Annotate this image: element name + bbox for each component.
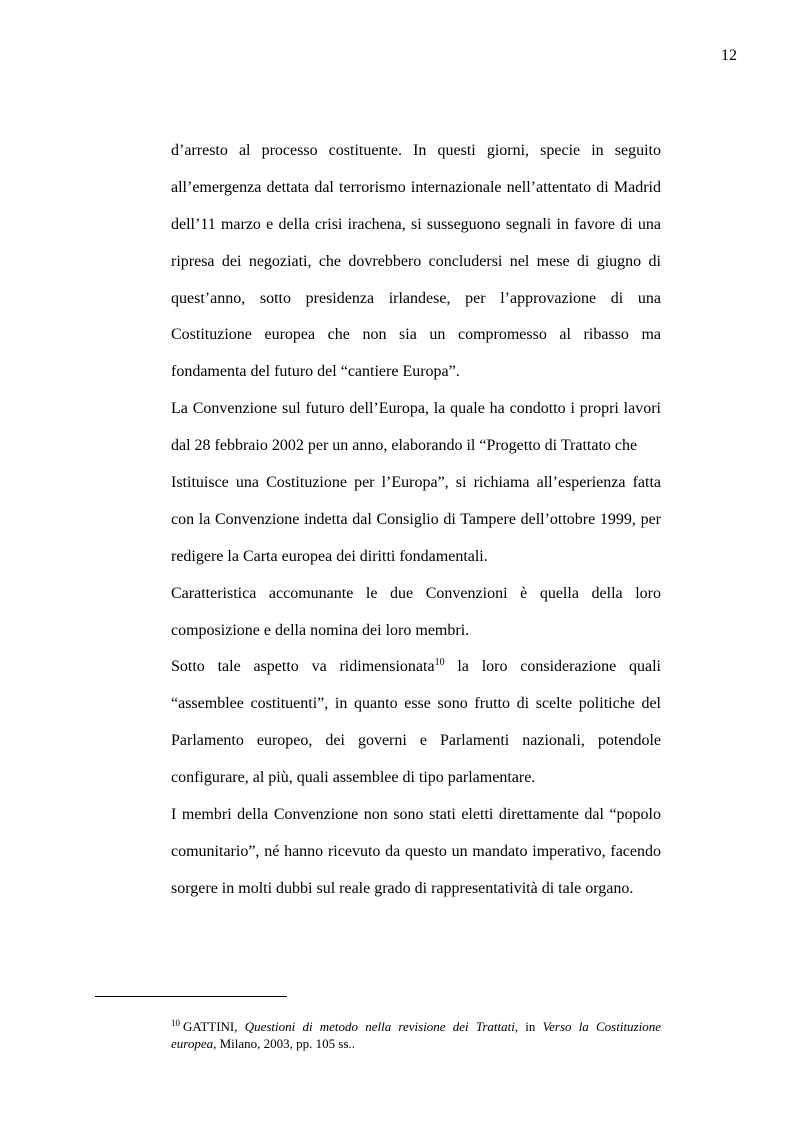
- text-line: dal 28 febbraio 2002 per un anno, elaborando il “Progetto di Trattato che: [171, 437, 638, 455]
- text-line: configurare, al più, quali assemblee di tipo parlamentare.: [171, 769, 536, 787]
- text-fragment: Sotto tale aspetto va ridimensionata: [171, 658, 435, 676]
- text-line: con la Convenzione indetta dal Consiglio di Tampere dell’ottobre 1999, per: [171, 510, 661, 528]
- footnote-author: GATTINI,: [183, 1019, 245, 1034]
- text-line: Caratteristica accomunante le due Convenzioni è quella della loro: [171, 584, 661, 602]
- text-line: I membri della Convenzione non sono stati eletti direttamente dal “popolo: [171, 806, 661, 824]
- text-line: quest’anno, sotto presidenza irlandese, per l’approvazione di una: [171, 289, 661, 307]
- text-line: Istituisce una Costituzione per l’Europa”, si richiama all’esperienza fatta: [171, 474, 661, 492]
- text-line: dell’11 marzo e della crisi irachena, si susseguono segnali in favore di una: [171, 215, 661, 233]
- text-line-with-footnote-ref: [171, 649, 661, 686]
- footnote-line: [171, 1036, 661, 1051]
- text-line: La Convenzione sul futuro dell’Europa, la quale ha condotto i propri lavori: [171, 400, 661, 418]
- page-number: 12: [721, 47, 737, 64]
- text-line: “assemblee costituenti”, in quanto esse sono frutto di scelte politiche del: [171, 695, 661, 713]
- footnote-source: europea: [171, 1036, 214, 1051]
- footnote-reference: 10: [434, 657, 445, 669]
- text-line: Costituzione europea che non sia un compromesso al ribasso ma: [171, 326, 661, 344]
- text-line: ripresa dei negoziati, che dovrebbero concludersi nel mese di giugno di: [171, 252, 661, 270]
- footnote-title: Questioni di metodo nella revisione dei Trattati: [244, 1019, 515, 1034]
- footnote-separator: [95, 996, 287, 997]
- text-line: composizione e della nomina dei loro membri.: [171, 621, 470, 639]
- text-line: d’arresto al processo costituente. In questi giorni, specie in seguito: [171, 142, 661, 159]
- footnote-source: Verso la Costituzione: [542, 1019, 661, 1034]
- footnote: [171, 1019, 661, 1051]
- footnote-mid: , in: [514, 1019, 543, 1034]
- text-line: sorgere in molti dubbi sul reale grado di rappresentatività di tale organo.: [171, 879, 634, 897]
- text-line: redigere la Carta europea dei diritti fondamentali.: [171, 547, 488, 565]
- footnote-rest: , Milano, 2003, pp. 105 ss..: [213, 1036, 356, 1051]
- text-fragment: la loro considerazione quali: [444, 658, 661, 676]
- text-line: Parlamento europeo, dei governi e Parlamenti nazionali, potendole: [171, 732, 661, 750]
- text-line: all’emergenza dettata dal terrorismo internazionale nell’attentato di Madrid: [171, 178, 661, 196]
- text-line: comunitario”, né hanno ricevuto da questo un mandato imperativo, facendo: [171, 842, 661, 860]
- footnote-line: [171, 1019, 661, 1036]
- main-text: [171, 133, 661, 908]
- footnote-mark: 10: [171, 1018, 180, 1028]
- text-line: fondamenta del futuro del “cantiere Europa”.: [171, 363, 460, 381]
